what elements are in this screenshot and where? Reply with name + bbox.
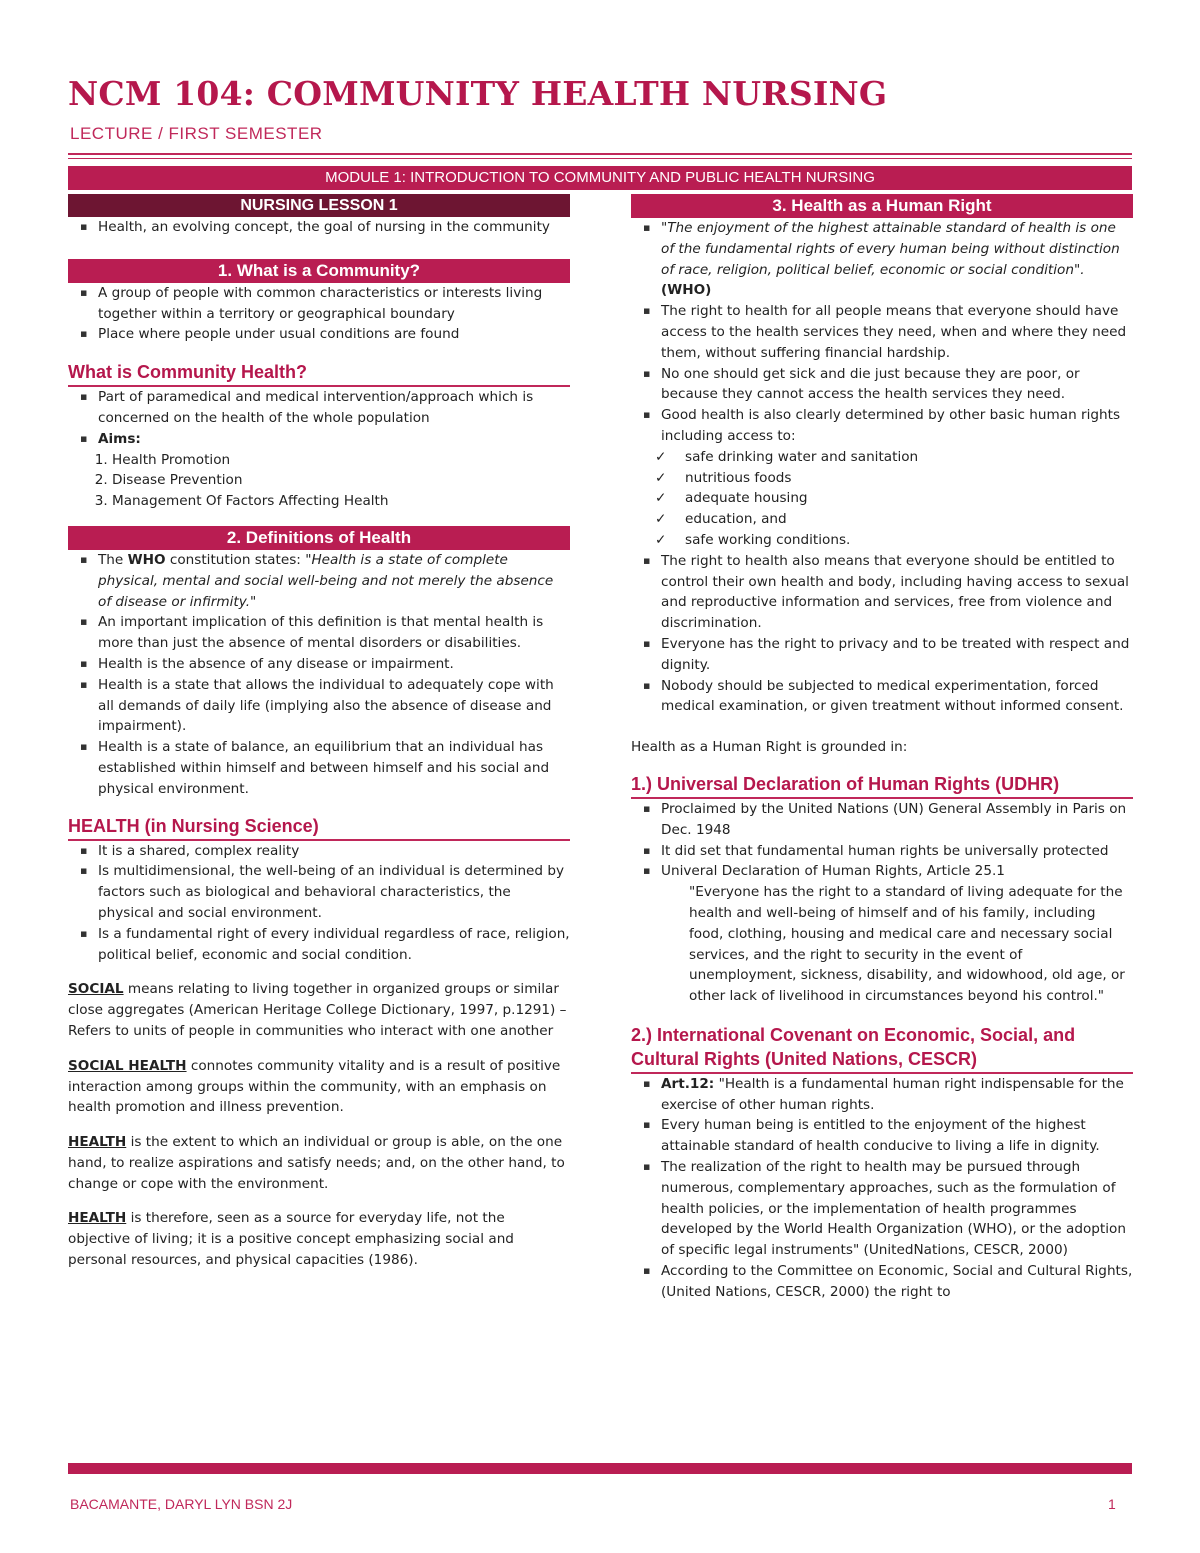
list-item: ▪ Univeral Declaration of Human Rights, Article 25.1 [643, 861, 1133, 882]
left-column [68, 194, 570, 1271]
text: nutritious foods [685, 469, 792, 486]
check-icon: ✓ [655, 469, 667, 486]
list-item: ▪ It did set that fundamental human rights be universally protected [643, 841, 1133, 862]
who-source: (WHO) [661, 282, 712, 299]
list-item: ▪ A group of people with common characteristics or interests living together within a territory or geographical boundary [80, 283, 570, 325]
section-heading-udhr: 1.) Universal Declaration of Human Rights (UDHR) [631, 772, 1133, 799]
list-item: ▪ Health is a state that allows the individual to adequately cope with all demands of daily life (implying also the absence of disease and impairment). [80, 675, 570, 737]
who-term: WHO [127, 551, 166, 568]
check-item [655, 530, 1133, 551]
list-item [80, 550, 570, 612]
text: constitution states: [165, 551, 306, 568]
lesson-banner: NURSING LESSON 1 [68, 194, 570, 217]
list-item: ▪ Every human being is entitled to the enjoyment of the highest attainable standard of health conducive to living a life in dignity. [643, 1115, 1133, 1157]
term: HEALTH [68, 1210, 127, 1227]
text: connotes community vitality and is a result of positive interaction among groups within the community, with an emphasis on health promotion and illness prevention. [68, 1057, 561, 1116]
check-icon: ✓ [655, 531, 667, 548]
aims-item: 2. Disease Prevention [112, 470, 570, 491]
health-definition-2 [68, 1208, 570, 1270]
list-item: ▪ The right to health for all people means that everyone should have access to the health services they need, when and where they need them, without suffering financial hardship. [643, 301, 1133, 363]
who-quote: "Health is a state of complete physical, mental and social well-being and not merely the absence of disease or infirmity." [98, 551, 554, 610]
section-heading-community: 1. What is a Community? [68, 259, 570, 283]
aims-list [68, 450, 570, 512]
text: "Health is a fundamental human right indispensable for the exercise of other human rights. [661, 1075, 1124, 1113]
aims-item: 3. Management Of Factors Affecting Health [112, 491, 570, 512]
definitions-list [68, 550, 570, 800]
check-icon: ✓ [655, 448, 667, 465]
text: safe working conditions. [685, 531, 851, 548]
article-quote: "Everyone has the right to a standard of living adequate for the health and well-being of himself and of his family, including food, clothing, housing and medical care and necessary social services, and the right to security in the event of unemployment, sickness, disability, and widowhood, old age, or other lack of livelihood in circumstances beyond his control." [689, 884, 1125, 1005]
list-item [643, 1074, 1133, 1116]
rights-checklist [631, 447, 1133, 551]
page-number: 1 [1108, 1496, 1116, 1512]
list-item: ▪ No one should get sick and die just because they are poor, or because they cannot access the health services they need. [643, 364, 1133, 406]
grounded-intro: Health as a Human Right is grounded in: [631, 739, 908, 756]
check-item [655, 488, 1133, 509]
check-item [655, 447, 1133, 468]
nursing-science-list [68, 841, 570, 966]
text: The [98, 551, 128, 568]
text: adequate housing [685, 490, 808, 507]
social-definition [68, 979, 570, 1041]
page-title: NCM 104: COMMUNITY HEALTH NURSING [68, 74, 888, 113]
list-item: ▪ Health, an evolving concept, the goal of nursing in the community [80, 217, 570, 238]
intro-list [68, 217, 570, 238]
list-item [643, 218, 1133, 301]
check-icon: ✓ [655, 490, 667, 507]
list-item: ▪ Proclaimed by the United Nations (UN) General Assembly in Paris on Dec. 1948 [643, 799, 1133, 841]
section-heading-definitions: 2. Definitions of Health [68, 526, 570, 550]
article-label: Art.12: [661, 1075, 715, 1092]
list-item: ▪ Is a fundamental right of every individual regardless of race, religion, political belief, economic and social condition. [80, 924, 570, 966]
term: HEALTH [68, 1134, 127, 1151]
aims-item: 1. Health Promotion [112, 450, 570, 471]
text: means relating to living together in organized groups or similar close aggregates (American Heritage College Dictionary, 1997, p.1291) – Refers to units of people in communities who interact with one another [68, 981, 567, 1039]
check-item [655, 509, 1133, 530]
list-item: ▪ The right to health also means that everyone should be entitled to control their own health and body, including having access to sexual and reproductive information and services, free from violence and discrimination. [643, 551, 1133, 634]
list-item: ▪ Is multidimensional, the well-being of an individual is determined by factors such as biological and behavioral characteristics, the physical and social environment. [80, 861, 570, 923]
list-item: ▪ Health is the absence of any disease or impairment. [80, 654, 570, 675]
who-quote: "The enjoyment of the highest attainable standard of health is one of the fundamental rights of every human being without distinction of race, religion, political belief, economic or social condition". [661, 220, 1120, 278]
text: is therefore, seen as a source for everyday life, not the objective of living; it is a positive concept emphasizing social and personal resources, and physical capacities (1986). [68, 1210, 514, 1269]
list-item: ▪ According to the Committee on Economic, Social and Cultural Rights, (United Nations, CESCR, 2000) the right to [643, 1261, 1133, 1303]
community-list [68, 283, 570, 345]
header-divider [68, 153, 1132, 155]
section-heading-human-right: 3. Health as a Human Right [631, 194, 1133, 218]
module-banner: MODULE 1: INTRODUCTION TO COMMUNITY AND PUBLIC HEALTH NURSING [68, 166, 1132, 190]
list-item: ▪ Place where people under usual conditions are found [80, 324, 570, 345]
check-item [655, 468, 1133, 489]
social-health-definition [68, 1056, 570, 1118]
human-right-list [631, 218, 1133, 447]
page-subtitle: LECTURE / FIRST SEMESTER [70, 124, 323, 143]
term: SOCIAL HEALTH [68, 1057, 187, 1074]
section-heading-nursing-science: HEALTH (in Nursing Science) [68, 814, 570, 841]
check-icon: ✓ [655, 511, 667, 528]
footer-author: BACAMANTE, DARYL LYN BSN 2J [70, 1496, 293, 1512]
community-health-list [68, 387, 570, 449]
cescr-list [631, 1074, 1133, 1303]
aims-label: Aims: [98, 430, 141, 447]
health-definition-1 [68, 1132, 570, 1194]
list-item: ▪ Nobody should be subjected to medical experimentation, forced medical examination, or given treatment without informed consent. [643, 676, 1133, 718]
list-item: ▪ An important implication of this definition is that mental health is more than just the absence of mental disorders or disabilities. [80, 612, 570, 654]
list-item: ▪ Part of paramedical and medical intervention/approach which is concerned on the health of the whole population [80, 387, 570, 429]
human-right-list-cont [631, 551, 1133, 717]
term: SOCIAL [68, 981, 124, 998]
text: safe drinking water and sanitation [685, 448, 919, 465]
section-heading-cescr: 2.) International Covenant on Economic, Social, and Cultural Rights (United Nations, CESCR) [631, 1023, 1133, 1074]
list-item: ▪ Everyone has the right to privacy and to be treated with respect and dignity. [643, 634, 1133, 676]
text: is the extent to which an individual or group is able, on the one hand, to realize aspirations and satisfy needs; and, on the other hand, to change or cope with the environment. [68, 1134, 565, 1192]
list-item: ▪ The realization of the right to health may be pursued through numerous, complementary approaches, such as the formulation of health policies, or the implementation of health programmes developed by the World Health Organization (WHO), or the adoption of specific legal instruments" (UnitedNations, CESCR, 2000) [643, 1157, 1133, 1261]
text: education, and [685, 511, 787, 528]
list-item: ▪ It is a shared, complex reality [80, 841, 570, 862]
header-divider-2 [68, 158, 1132, 159]
udhr-list [631, 799, 1133, 882]
section-heading-community-health: What is Community Health? [68, 360, 570, 387]
footer-bar [68, 1463, 1132, 1474]
list-item: ▪ Health is a state of balance, an equilibrium that an individual has established within himself and between himself and his social and physical environment. [80, 737, 570, 799]
list-item [80, 429, 570, 450]
list-item: ▪ Good health is also clearly determined by other basic human rights including access to: [643, 405, 1133, 447]
right-column [631, 194, 1133, 1303]
